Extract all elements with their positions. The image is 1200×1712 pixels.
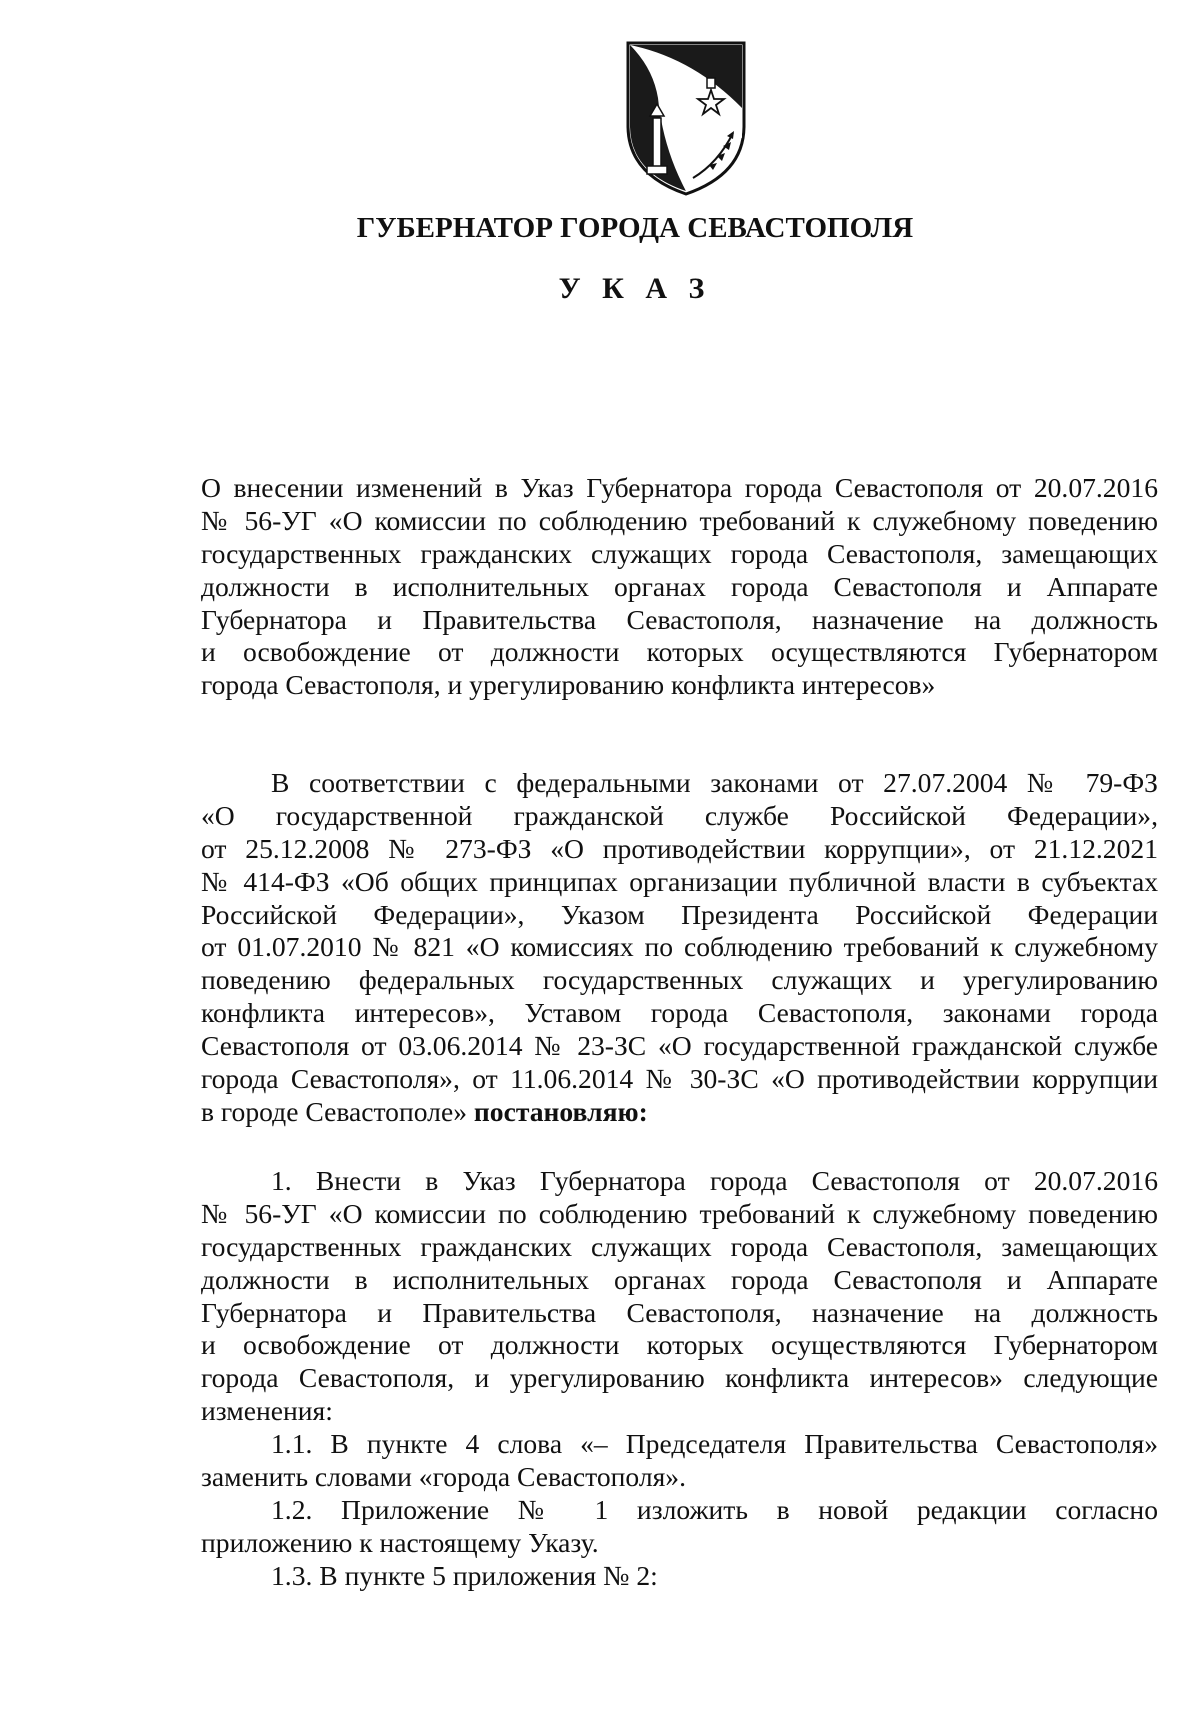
subitem-1-1-line: заменить словами «города Севастополя». bbox=[201, 1461, 686, 1493]
item-line: и освобождение от должности которых осуществляются Губернатором bbox=[201, 1329, 1158, 1361]
sevastopol-coat-of-arms-emblem bbox=[623, 38, 749, 198]
preamble-line: № 414-ФЗ «Об общих принципах организации публичной власти в субъектах bbox=[201, 865, 1158, 897]
item-line: 1. Внести в Указ Губернатора города Севастополя от 20.07.2016 bbox=[271, 1165, 1158, 1196]
document-type-title: У К А З bbox=[558, 272, 712, 305]
preamble-last-line-text: в городе Севастополе» bbox=[201, 1095, 467, 1127]
decree-subject bbox=[201, 472, 1158, 702]
preamble-line: города Севастополя», от 11.06.2014 № 30-ЗС «О противодействии коррупции bbox=[201, 1063, 1158, 1095]
item-line: должности в исполнительных органах города Севастополя и Аппарате bbox=[201, 1263, 1158, 1295]
subject-line: № 56-УГ «О комиссии по соблюдению требований к служебному поведению bbox=[201, 504, 1158, 536]
preamble-line: В соответствии с федеральными законами от 27.07.2004 № 79-ФЗ bbox=[271, 767, 1158, 798]
decree-preamble bbox=[201, 767, 1158, 1129]
decree-item-1 bbox=[201, 1165, 1158, 1593]
item-line: № 56-УГ «О комиссии по соблюдению требований к служебному поведению bbox=[201, 1197, 1158, 1229]
item-line: Губернатора и Правительства Севастополя, назначение на должность bbox=[201, 1296, 1158, 1328]
subject-line: государственных гражданских служащих города Севастополя, замещающих bbox=[201, 537, 1158, 569]
subitem-1-1-line: 1.1. В пункте 4 слова «– Председателя Правительства Севастополя» bbox=[271, 1428, 1158, 1460]
subitem-1-3-line: 1.3. В пункте 5 приложения № 2: bbox=[271, 1559, 658, 1591]
preamble-line: конфликта интересов», Уставом города Севастополя, законами города bbox=[201, 997, 1158, 1029]
preamble-last-line bbox=[201, 1096, 1158, 1129]
preamble-line: Севастополя от 03.06.2014 № 23-ЗС «О государственной гражданской службе bbox=[201, 1030, 1158, 1062]
preamble-line: поведению федеральных государственных служащих и урегулированию bbox=[201, 964, 1158, 996]
subject-line: Губернатора и Правительства Севастополя, назначение на должность bbox=[201, 603, 1158, 635]
preamble-line: Российской Федерации», Указом Президента Российской Федерации bbox=[201, 898, 1158, 930]
item-line: города Севастополя, и урегулированию конфликта интересов» следующие bbox=[201, 1362, 1158, 1394]
subitem-1-2-line: приложению к настоящему Указу. bbox=[201, 1526, 599, 1558]
subitem-1-2-line: 1.2. Приложение № 1 изложить в новой редакции согласно bbox=[271, 1493, 1158, 1525]
preamble-line: от 25.12.2008 № 273-ФЗ «О противодействии коррупции», от 21.12.2021 bbox=[201, 832, 1158, 864]
subject-line: города Севастополя, и урегулированию конфликта интересов» bbox=[201, 669, 936, 701]
decision-word: постановляю: bbox=[473, 1095, 648, 1127]
item-line: изменения: bbox=[201, 1395, 333, 1427]
subject-line: и освобождение от должности которых осуществляются Губернатором bbox=[201, 636, 1158, 668]
item-line: государственных гражданских служащих города Севастополя, замещающих bbox=[201, 1230, 1158, 1262]
issuing-authority-heading: ГУБЕРНАТОР ГОРОДА СЕВАСТОПОЛЯ bbox=[356, 212, 914, 244]
subject-line: должности в исполнительных органах города Севастополя и Аппарате bbox=[201, 570, 1158, 602]
subject-line: О внесении изменений в Указ Губернатора города Севастополя от 20.07.2016 bbox=[201, 472, 1158, 503]
preamble-line: от 01.07.2010 № 821 «О комиссиях по соблюдению требований к служебному bbox=[201, 931, 1158, 963]
preamble-line: «О государственной гражданской службе Российской Федерации», bbox=[201, 799, 1158, 831]
